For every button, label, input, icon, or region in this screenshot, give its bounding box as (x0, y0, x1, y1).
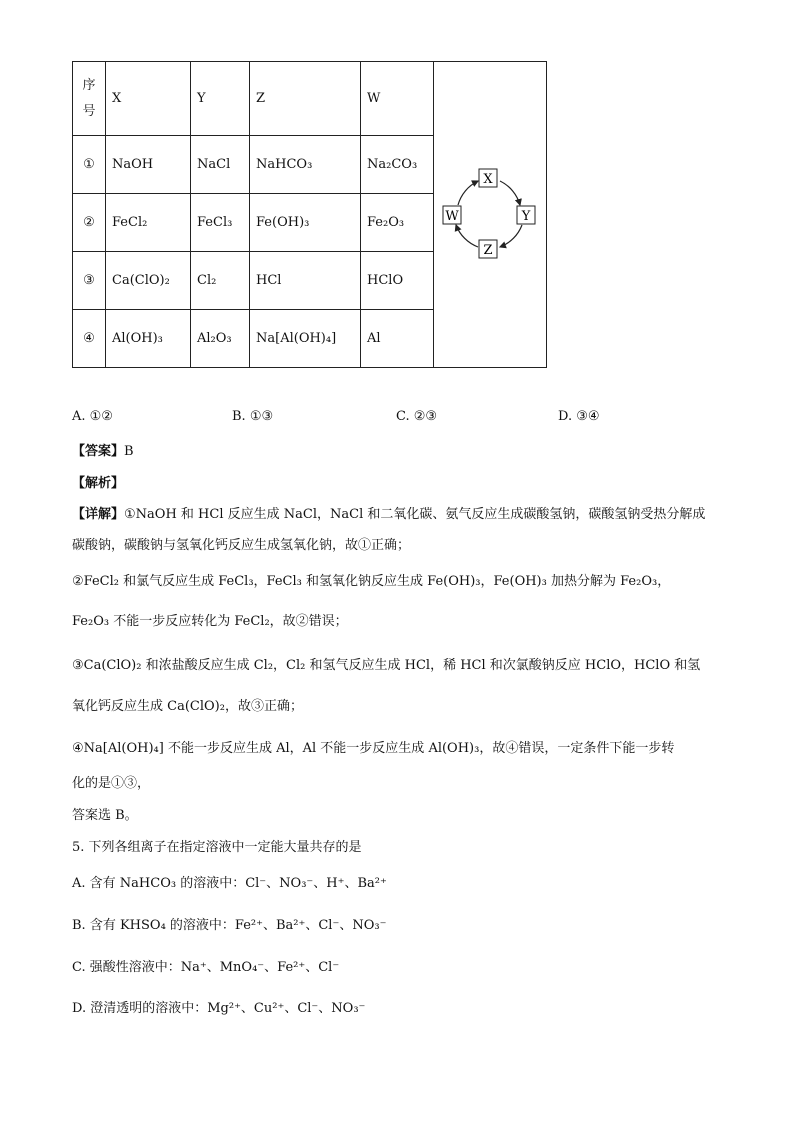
q5-option-b[interactable]: B. 含有 KHSO₄ 的溶液中：Fe²⁺、Ba²⁺、Cl⁻、NO₃⁻ (72, 918, 387, 933)
compound-table (72, 61, 547, 368)
header-w: W (361, 62, 434, 136)
detail-p1-line1 (72, 503, 705, 522)
cell-x: Al(OH)₃ (106, 310, 191, 368)
node-z-label: Z (483, 242, 493, 258)
row-index: ① (73, 136, 106, 194)
cell-y: Al₂O₃ (191, 310, 250, 368)
arrow-z-to-w (456, 225, 478, 247)
detail-p3-line1: ③Ca(ClO)₂ 和浓盐酸反应生成 Cl₂，Cl₂ 和氢气反应生成 HCl，稀 HCl 和次氯酸钠反应 HClO，HClO 和氢 (72, 658, 701, 673)
cell-x: FeCl₂ (106, 194, 191, 252)
q4-options (72, 409, 672, 427)
cell-z: Na[Al(OH)₄] (250, 310, 361, 368)
option-d[interactable]: D. ③④ (558, 409, 600, 424)
q5-stem: 5. 下列各组离子在指定溶液中一定能大量共存的是 (72, 840, 362, 855)
cycle-diagram (434, 63, 546, 363)
cell-y: FeCl₃ (191, 194, 250, 252)
header-z: Z (250, 62, 361, 136)
detail-p1-line2: 碳酸钠，碳酸钠与氢氧化钙反应生成氢氧化钠，故①正确； (72, 538, 411, 553)
option-b[interactable]: B. ①③ (232, 409, 274, 424)
analysis-label: 【解析】 (72, 476, 125, 491)
answer-line (72, 440, 134, 459)
q5-option-a[interactable]: A. 含有 NaHCO₃ 的溶液中：Cl⁻、NO₃⁻、H⁺、Ba²⁺ (72, 876, 387, 891)
cell-x: NaOH (106, 136, 191, 194)
detail-p2-line1: ②FeCl₂ 和氯气反应生成 FeCl₃，FeCl₃ 和氢氧化钠反应生成 Fe(OH)₃，Fe(OH)₃ 加热分解为 Fe₂O₃， (72, 574, 671, 589)
arrow-w-to-x (458, 181, 478, 205)
table-header-row (73, 62, 547, 136)
detail-p4-line1: ④Na[Al(OH)₄] 不能一步反应生成 Al，Al 不能一步反应生成 Al(OH)₃，故④错误，一定条件下能一步转 (72, 741, 675, 756)
node-x-label: X (483, 171, 493, 187)
arrow-y-to-z (500, 225, 522, 247)
conclusion: 答案选 B。 (72, 808, 138, 823)
cell-z: NaHCO₃ (250, 136, 361, 194)
row-index: ④ (73, 310, 106, 368)
detail-p4-line2: 化的是①③， (72, 776, 151, 791)
detail-label: 【详解】 (72, 507, 125, 522)
q5-option-c[interactable]: C. 强酸性溶液中：Na⁺、MnO₄⁻、Fe²⁺、Cl⁻ (72, 960, 340, 975)
cell-z: HCl (250, 252, 361, 310)
cell-w: Fe₂O₃ (361, 194, 434, 252)
cycle-diagram-cell (434, 62, 547, 368)
row-index: ③ (73, 252, 106, 310)
header-index-line1: 序 (82, 77, 96, 93)
q5-option-d[interactable]: D. 澄清透明的溶液中：Mg²⁺、Cu²⁺、Cl⁻、NO₃⁻ (72, 1001, 366, 1016)
cell-w: Al (361, 310, 434, 368)
cell-y: NaCl (191, 136, 250, 194)
header-index (73, 62, 106, 136)
cell-y: Cl₂ (191, 252, 250, 310)
header-x: X (106, 62, 191, 136)
answer-value: B (124, 444, 134, 459)
node-y-label: Y (521, 208, 531, 224)
header-y: Y (191, 62, 250, 136)
cell-z: Fe(OH)₃ (250, 194, 361, 252)
cell-w: Na₂CO₃ (361, 136, 434, 194)
cell-x: Ca(ClO)₂ (106, 252, 191, 310)
detail-p3-line2: 氧化钙反应生成 Ca(ClO)₂，故③正确； (72, 699, 303, 714)
detail-p1a: ①NaOH 和 HCl 反应生成 NaCl，NaCl 和二氧化碳、氨气反应生成碳酸氢钠，碳酸氢钠受热分解成 (124, 507, 706, 522)
answer-label: 【答案】 (72, 444, 125, 459)
option-c[interactable]: C. ②③ (396, 409, 438, 424)
arrow-x-to-y (500, 181, 520, 205)
detail-p2-line2: Fe₂O₃ 不能一步反应转化为 FeCl₂，故②错误； (72, 614, 348, 629)
row-index: ② (73, 194, 106, 252)
option-a[interactable]: A. ①② (72, 409, 113, 424)
cell-w: HClO (361, 252, 434, 310)
node-w-label: W (445, 208, 459, 224)
header-index-line2: 号 (82, 103, 96, 119)
